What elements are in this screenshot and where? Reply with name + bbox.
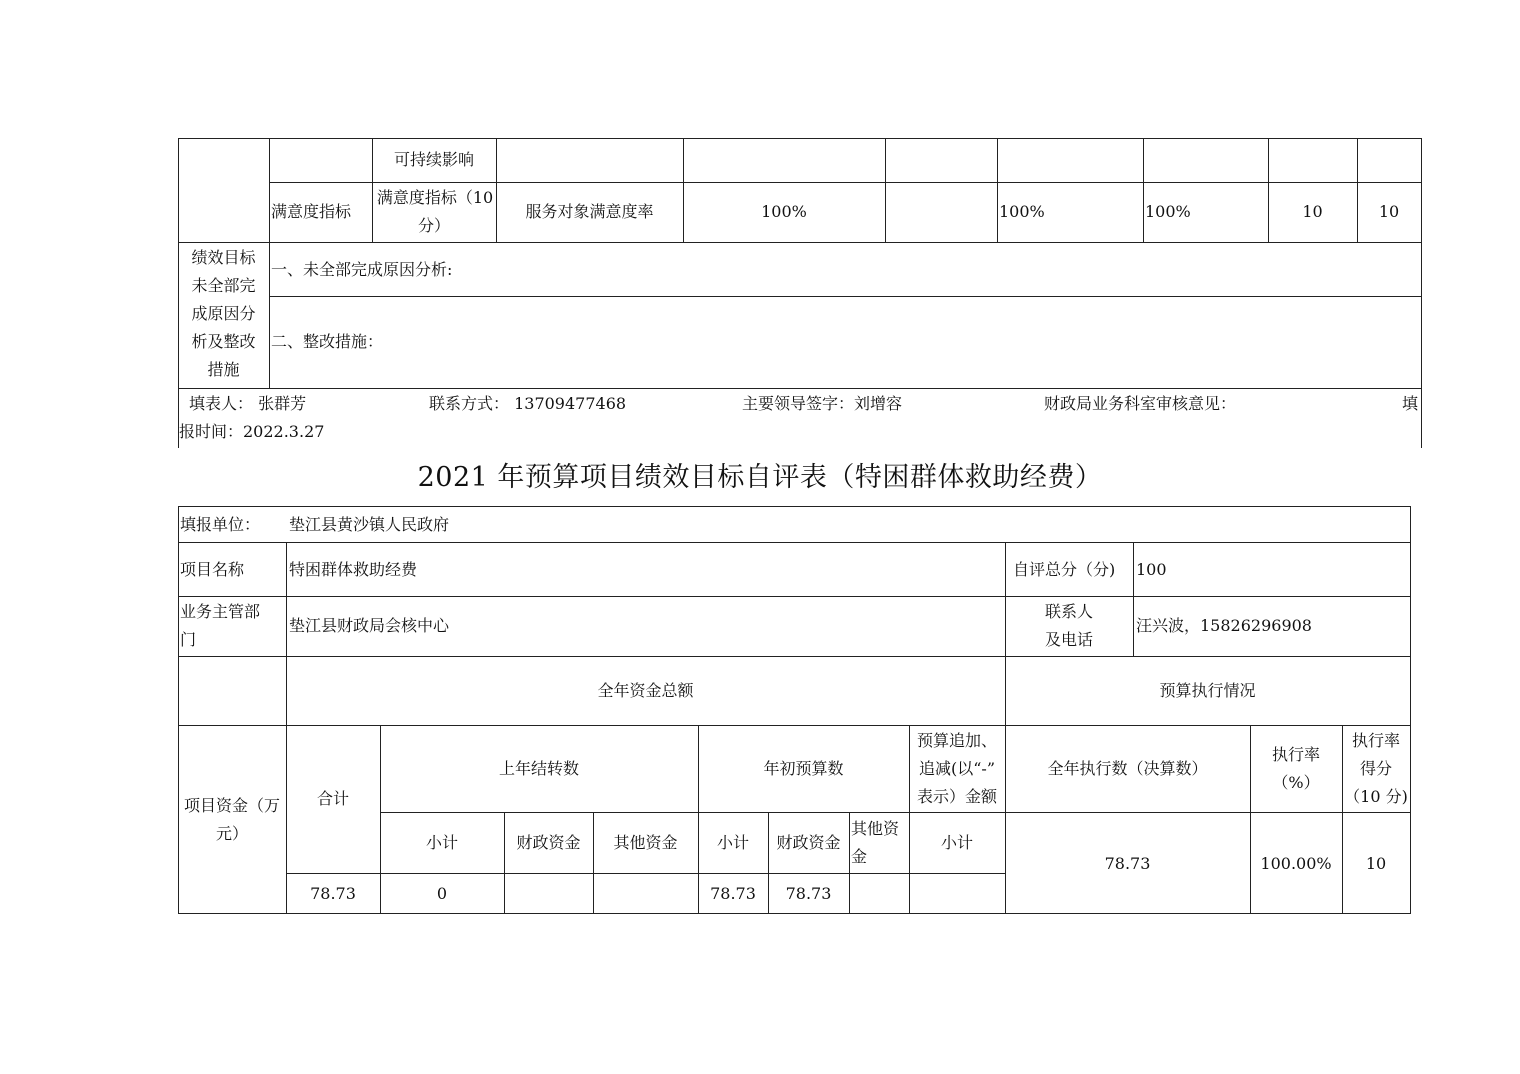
- reason-label-line-3: 成原因分: [191, 304, 256, 323]
- exec-score-header-line2: 得分: [1359, 759, 1392, 778]
- reason-label-line-2: 未全部完: [191, 276, 256, 295]
- self-score-label: 自评总分（分): [1013, 560, 1116, 579]
- reason-label-line-1: 绩效目标: [191, 248, 256, 267]
- value-total: 78.73: [310, 884, 356, 903]
- reason-label-line-5: 措施: [207, 360, 240, 379]
- rectification-measures: 二、整改措施：: [271, 332, 384, 351]
- initial-budget-header: 年初预算数: [763, 759, 844, 778]
- satisfaction-target: 100%: [761, 202, 807, 221]
- filler-name: 填表人： 张群芳: [189, 394, 307, 413]
- carry-subtotal-header: 小计: [425, 833, 458, 852]
- adjust-subtotal-header: 小计: [940, 833, 973, 852]
- review-opinion: 财政局业务科室审核意见：: [1044, 394, 1237, 413]
- page-title: 2021 年预算项目绩效目标自评表（特困群体救助经费）: [417, 462, 1103, 493]
- value-init-subtotal: 78.73: [710, 884, 756, 903]
- satisfaction-rate: 100%: [1145, 202, 1191, 221]
- satisfaction-level1: 满意度指标: [271, 202, 352, 221]
- exec-rate-header-line1: 执行率: [1271, 745, 1320, 764]
- adjust-header-line2: 追减(以“-”: [918, 759, 995, 778]
- budget-exec-header: 预算执行情况: [1159, 681, 1256, 700]
- self-score-value: 100: [1136, 560, 1167, 579]
- contact-info: 联系方式： 13709477468: [429, 394, 627, 413]
- value-annual-exec: 78.73: [1104, 854, 1151, 873]
- adjust-header-line3: 表示）金额: [916, 787, 997, 806]
- project-name-label: 项目名称: [180, 560, 245, 579]
- satisfaction-level2-line1: 满意度指标（10: [376, 188, 494, 207]
- total-header: 合计: [316, 789, 349, 808]
- unit-label: 填报单位：: [180, 515, 261, 534]
- value-exec-score: 10: [1365, 854, 1387, 873]
- reason-label-line-4: 析及整改: [191, 332, 256, 351]
- satisfaction-level2-line2: 分）: [417, 216, 450, 235]
- adjust-header-line1: 预算追加、: [916, 731, 997, 750]
- init-other-header-line1: 其他资: [851, 819, 900, 838]
- contact-value: 汪兴波，15826296908: [1136, 616, 1312, 635]
- init-subtotal-header: 小计: [716, 833, 749, 852]
- value-init-fiscal: 78.73: [785, 884, 832, 903]
- satisfaction-actual: 100%: [999, 202, 1045, 221]
- funds-label-line2: 元）: [215, 824, 248, 843]
- exec-rate-header-line2: （%）: [1272, 773, 1320, 792]
- dept-value: 垫江县财政局会核中心: [289, 616, 450, 635]
- annual-exec-header: 全年执行数（决算数）: [1047, 759, 1208, 778]
- carry-fiscal-header: 财政资金: [516, 833, 581, 852]
- dept-label-line1: 业务主管部: [180, 602, 261, 621]
- satisfaction-indicator: 服务对象满意度率: [525, 202, 654, 221]
- funds-label-line1: 项目资金（万: [183, 796, 280, 815]
- fill-char: 填: [1402, 394, 1419, 413]
- satisfaction-weight: 10: [1302, 202, 1323, 221]
- carry-other-header: 其他资金: [613, 833, 678, 852]
- init-fiscal-header: 财政资金: [776, 833, 841, 852]
- contact-label-line2: 及电话: [1044, 630, 1093, 649]
- exec-score-header-line3: （10 分): [1344, 787, 1408, 806]
- unit-value: 垫江县黄沙镇人民政府: [289, 515, 450, 534]
- reason-analysis: 一、未全部完成原因分析:: [271, 260, 453, 279]
- dept-label-line2: 门: [180, 630, 197, 649]
- total-funds-header: 全年资金总额: [597, 681, 694, 700]
- project-name-value: 特困群体救助经费: [289, 560, 418, 579]
- exec-score-header-line1: 执行率: [1351, 731, 1400, 750]
- satisfaction-score: 10: [1378, 202, 1400, 221]
- fill-time: 报时间：2022.3.27: [179, 422, 325, 441]
- contact-label-line1: 联系人: [1044, 602, 1093, 621]
- leader-signature: 主要领导签字：刘增容: [742, 394, 903, 413]
- value-exec-rate: 100.00%: [1260, 854, 1332, 873]
- carryover-header: 上年结转数: [498, 759, 579, 778]
- value-carry-subtotal: 0: [436, 884, 448, 903]
- init-other-header-line2: 金: [851, 847, 868, 866]
- sustainable-impact-label: 可持续影响: [393, 150, 474, 169]
